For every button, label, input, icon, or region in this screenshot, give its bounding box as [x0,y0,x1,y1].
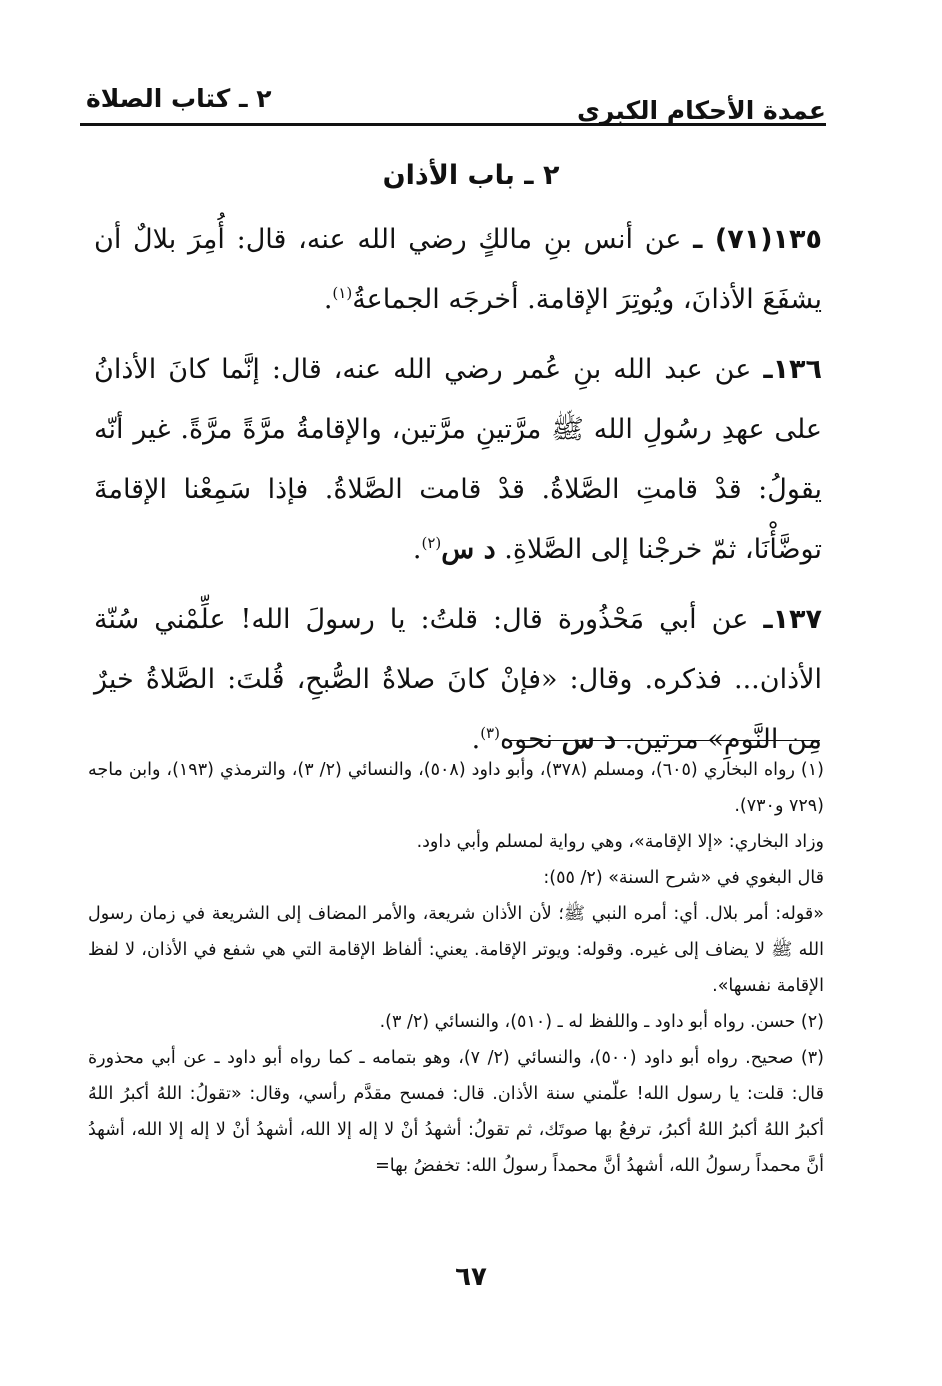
footnote-separator [510,740,820,741]
footnote-1-quote: «قوله: أمر بلال. أي: أمره النبي ﷺ؛ لأن الأذان شريعة، والأمر المضاف إلى الشريعة في زمان رسول الله ﷺ لا يضاف إلى غيره. وقوله: ويوتر الإقامة. يعني: ألفاظ الإقامة التي هي شفع في الأذان، لا لفظ الإقامة نفسها». [88,904,824,996]
hadith-end: . [471,724,481,755]
hadith-136 [94,340,822,580]
hadith-number: ١٣٥(٧١) ـ [693,224,822,255]
hadith-text: عن أنس بنِ مالكٍ رضي الله عنه، قال: أُمِرَ بلالٌ أن يشفَعَ الأذانَ، ويُوتِرَ الإقامة. أخرجَه الجماعةُ [94,224,822,315]
footnote-1: (١) رواه البخاري (٦٠٥)، ومسلم (٣٧٨)، وأبو داود (٥٠٨)، والنسائي (٢/ ٣)، والترمذي (١٩٣)، وابن ماجه (٧٢٩ و٧٣٠). [88,760,824,816]
footnote-1-addition: وزاد البخاري: «إلا الإقامة»، وهي رواية لمسلم وأبي داود. [416,832,824,852]
running-header-title: عمدة الأحكام الكبرى [576,96,826,125]
hadith-text: عن عبد الله بنِ عُمر رضي الله عنه، قال: إنَّما كانَ الأذانُ على عهدِ رسُولِ الله ﷺ مرَّتينِ مرَّتين، والإقامةُ مرَّةً مرَّةً. غير أنّه يقولُ: قدْ قامتِ الصَّلاةُ. قدْ قامت الصَّلاةُ. فإذا سَمِعْنا الإقامةَ توضَّأْنَا، ثمّ خرجْنا إلى الصَّلاةِ. [94,354,822,565]
footnote-ref[interactable]: (١) [332,284,353,302]
header-rule [80,123,826,126]
hadith-end: . [323,284,333,315]
source-sigla: د س [561,724,616,755]
hadith-137 [94,590,822,770]
footnote-1-quote-intro: قال البغوي في «شرح السنة» (٢/ ٥٥): [543,868,824,888]
footnote-3: (٣) صحيح. رواه أبو داود (٥٠٠)، والنسائي (٢/ ٧)، وهو بتمامه ـ كما رواه أبو داود ـ عن أبي محذورة قال: قلت: يا رسول الله! علّمني سنة الأذان. قال: فمسح مقدَّم رأسي، وقال: «تقولُ: اللهُ أكبرُ اللهُ أكبرُ اللهُ أكبرُ اللهُ أكبرُ، ترفعُ بها صوتَك، ثم تقولُ: أشهدُ أنْ لا إله إلا الله، أشهدُ أنْ لا إله إلا الله، أشهدُ أنَّ محمداً رسولُ الله، أشهدُ أنَّ محمداً رسولُ الله: تخفضُ بها= [88,1048,824,1176]
footnote-ref[interactable]: (٣) [480,724,500,742]
sigla-note: نحوه [499,724,554,755]
footnotes [88,752,824,1184]
chapter-title: ٢ ـ باب الأذان [382,160,560,191]
running-header-chapter: ٢ ـ كتاب الصلاة [86,84,272,113]
hadith-135 [94,210,822,330]
page-number: ٦٧ [455,1262,487,1292]
hadith-text: عن أبي مَحْذُورة قال: قلتُ: يا رسولَ الله! علِّمْني سُنّة الأذان... فذكره. وقال: «فإنْ كانَ صلاةُ الصُّبحِ، قُلتَ: الصَّلاةُ خيرٌ مِن النَّومِ» مرتين. [94,604,822,755]
footnote-2: (٢) حسن. رواه أبو داود ـ واللفظ له ـ (٥١٠)، والنسائي (٢/ ٣). [379,1012,824,1032]
main-text [94,210,822,780]
hadith-number: ١٣٧ـ [763,604,823,635]
hadith-number: ١٣٦ـ [763,354,823,385]
hadith-end: . [412,534,422,565]
footnote-ref[interactable]: (٢) [421,534,442,552]
source-sigla: د س [441,534,496,565]
